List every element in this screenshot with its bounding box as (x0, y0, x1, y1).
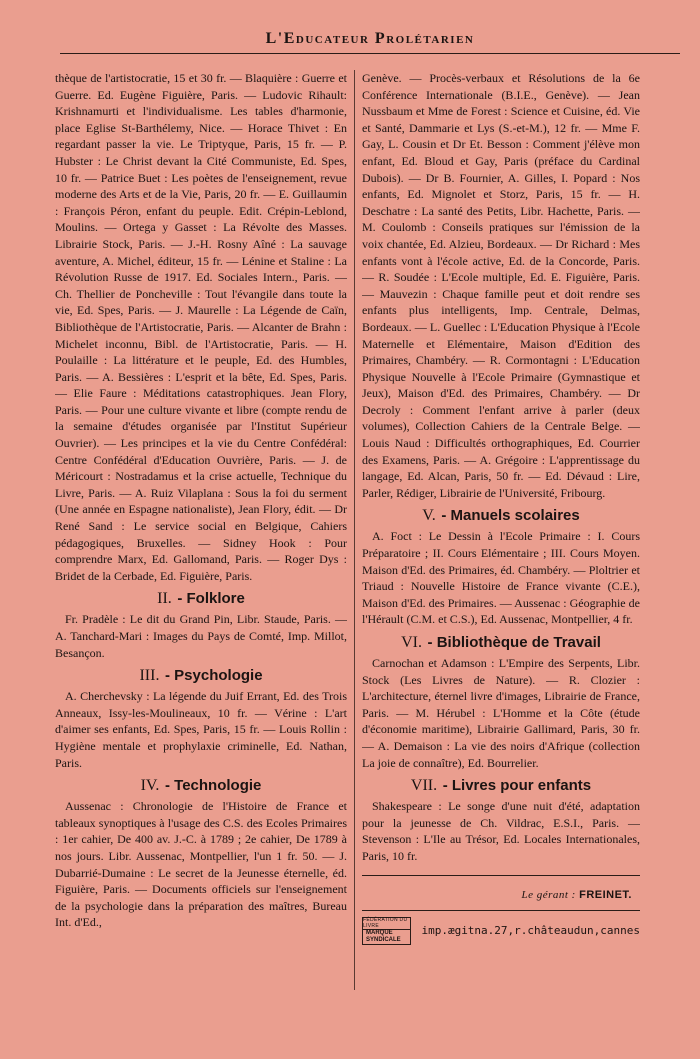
section-number: VII. (410, 777, 438, 795)
gerant-name: FREINET. (579, 888, 632, 901)
section-heading-technologie (55, 775, 347, 796)
bibliography-entries-continued: Genève. — Procès-verbaux et Résolutions de la 6e Conférence Internationale (B.I.E., Genève). — Jean Nussbaum et Mme de Forest : Science et Cuisine, éd. Vie et Santé, Dammarie et Lys (S.-et-M.), 12 fr. — Mme F. Gay, L. Cousin et Dr Et. Besson : Comment j'élève mon enfant, Ed. Bloud et Gay, Paris (préface du Cardinal Dubois). — Dr B. Fournier, A. Gilles, I. Popard : Nos enfants, Ed. Mignolet et Storz, Paris, 15 fr. — H. Deschatre : La santé des Petits, Libr. Hachette, Paris. — M. Coulomb : Conseils pratiques sur l'émission de la voix chantée, Ed. Alzieu, Bordeaux. — Dr Richard : Mes enfants vont à l'école active, Ed. de la Concorde, Paris. — R. Soudée : L'Ecole multiple, Ed. E. Figuière, Paris. — Mauvezin : Chaque famille peut et doit rendre ses enfants plus intelligents, Imp. Centrale, Delmas, Bordeaux. — L. Guellec : L'Education Physique à l'Ecole Maternelle et Elémentaire, Maison d'Edition des Primaires, Chambéry. — R. Cormontagni : L'Education Physique Nouvelle à l'Ecole Primaire (Gymnastique et Jeux), Maison d'Ed. des Primaires, Chambéry. — Dr Decroly : Comment l'enfant arrive à parler (deux volumes), Collection Cahiers de la Centrale Belge. — Louis Naud : Difficultés orthographiques, Ed. Courrier des Examens, Paris. — A. Grégoire : L'apprentissage du langage, Ed. Alcan, Paris, 50 fr. — Ed. Dévaud : Lire, Parler, Rédiger, Librairie de l'Université, Fribourg. (362, 71, 640, 500)
section-text-bibliotheque-de-travail: Carnochan et Adamson : L'Empire des Serpents, Libr. Stock (Les Livres de Nature). — R. Clozier : L'architecture, éternel livre d'images, Librairie de France, Paris. — M. Hérubel : L'Homme et la Côte (étude d'économie maritime), Librairie Gallimard, Paris, 30 fr. — A. Demaison : La vie des noirs d'Afrique (collection La joie de connaître), Ed. Bourrelier. (362, 656, 640, 770)
section-text-psychologie: A. Cherchevsky : La légende du Juif Errant, Ed. des Trois Anneaux, Issy-les-Moulineaux, 10 fr. — Vérine : L'art d'aimer ses enfants, Ed. Spes, Paris, 15 fr. — Louis Rollin : Hygiène mentale et prophylaxie criminelle, Ed. Nathan, Paris. (55, 689, 347, 770)
union-label-stamp (362, 917, 411, 945)
colophon (362, 875, 640, 945)
journal-title: L'Educateur Prolétarien (265, 30, 475, 47)
section-text-technologie: Aussenac : Chronologie de l'Histoire de France et tableaux synoptiques à l'usage des C.S. des Ecoles Primaires : 1er cahier, De 400 av. J.-C. à 1789 ; 2e cahier, De 1789 à nos jours. Libr. Aussenac, Montpellier, l'un 1 fr. 50. — J. Dubarrié-Dumaine : Le secret de la Jeunesse éternelle, éd. Figuière, Paris. — Documents officiels sur l'enseignement de la psychologie dans la préparation des maîtres, Bureau Int. d'Ed., (55, 799, 347, 930)
printer-imprint: imp.ægitna.27,r.châteaudun,cannes (421, 924, 640, 938)
gerant-line (362, 884, 640, 906)
section-title: - Livres pour enfants (442, 777, 592, 795)
section-text-livres-pour-enfants: Shakespeare : Le songe d'une nuit d'été, adaptation pour la jeunesse de Ch. Vildrac, E.S.I., Paris. — Stevenson : L'Ile au Trésor, Ed. Locales Internationales, Paris, 10 fr. (362, 799, 640, 863)
bibliography-entries: thèque de l'artistocratie, 15 et 30 fr. — Blaquière : Guerre et Guerre. Ed. Eugène Figuière, Paris. — Ludovic Rihault: Krishnamurti et l'individualisme. Les tables d'harmonie, place Eglise St-Barthélemy, Nice. — Horace Thivet : En regardant passer la vie. Le Triptyque, Paris, 15 fr. — P. Hubster : Le Christ devant la Cité Communiste, Ed. Spes, 10 fr. — Patrice Buet : Les poètes de l'enseignement, revue moderne des Arts et de la Vie, Paris, 20 fr. — E. Guillaumin : François Péron, enfant du peuple. Edit. Crépin-Leblond, Moulins. — Ortega y Gasset : La Révolte des Masses. Librairie Stock, Paris. — J.-H. Rosny Aîné : La sauvage aventure, A. Michel, éditeur, 15 fr. — Lénine et Staline : La Révolution Russe de 1917. Ed. Sociales Intern., Paris. — Ch. Thellier de Poncheville : Tout l'évangile dans toute la vie, Ed. Spes, Paris. — J. Maurelle : La Légende de Caïn, Bibliothèque de l'Artistocratie, Paris. — Alcanter de Brahn : Michelet inconnu, Bibl. de l'Artistocratie, Paris. — H. Poulaille : La littérature et le peuple, Ed. des Humbles, Paris. — A. Bessières : L'esprit et la bête, Ed. Spes, Paris. — Elie Faure : Méditations catastrophiques. Jean Flory, Paris. — Pour une culture vivante et libre (compte rendu de la semaine d'études organisée par l'Institut Supérieur Ouvrier). — Les principes et la vie du Centre Confédéral: Centre Confédéral d'Education Ouvrière, Paris. — J. de Méricourt : Nostradamus et la crise actuelle, Technique du Livre, Paris. — A. Ruiz Vilaplana : Sous la foi du serment (Une année en Espagne nationaliste), Jean Flory, édit. — Dr René Sand : Le service social en Belgique, Cahiers pédagogiques, Bruxelles. — Sidney Hook : Pour comprendre Marx, Ed. Gallomand, Paris. — Roger Dys : Bridet de la Cerbade, Ed. Figuière, Paris. (55, 71, 347, 583)
section-number: III. (139, 667, 160, 685)
section-heading-bibliotheque-de-travail (362, 632, 640, 653)
imprint-row (362, 917, 640, 945)
section-heading-folklore (55, 588, 347, 609)
section-heading-psychologie (55, 665, 347, 686)
left-column (55, 70, 347, 1035)
section-number: V. (422, 507, 436, 525)
section-title: - Manuels scolaires (441, 507, 580, 525)
union-label-top: FÉDÉRATION DU LIVRE (363, 916, 408, 929)
column-divider (354, 70, 355, 990)
section-number: VI. (401, 634, 422, 651)
section-number: IV. (140, 777, 160, 795)
right-column (362, 70, 640, 1035)
section-title: - Technologie (165, 777, 262, 795)
gerant-label: Le gérant : (521, 888, 576, 901)
section-title: - Bibliothèque de Travail (427, 634, 601, 651)
section-number: II. (157, 590, 172, 608)
section-heading-manuels-scolaires (362, 505, 640, 526)
colophon-divider (362, 910, 640, 911)
section-title: - Psychologie (165, 667, 263, 685)
section-text-manuels-scolaires: A. Foct : Le Dessin à l'Ecole Primaire : I. Cours Préparatoire ; II. Cours Elémentaire ; III. Cours Moyen. Maison d'Ed. des Primaires, éd. Chambéry. — Ploltrier et Triaud : Nouvelle Histoire de France vivante (C.E.), Maison d'Ed. des Primaires. — Aussenac : Géographie de l'Hérault (C.M. et C.S.), Ed. Aussenac, Montpellier, 4 fr. (362, 529, 640, 627)
section-text-folklore: Fr. Pradèle : Le dit du Grand Pin, Libr. Staude, Paris. — A. Tanchard-Mari : Images du Pays de Comté, Imp. Millot, Besançon. (55, 612, 347, 660)
union-label-middle: MARQUE SYNDICALE (363, 929, 410, 945)
section-title: - Folklore (177, 590, 245, 608)
page-header (60, 24, 680, 54)
section-heading-livres-pour-enfants (362, 775, 640, 796)
